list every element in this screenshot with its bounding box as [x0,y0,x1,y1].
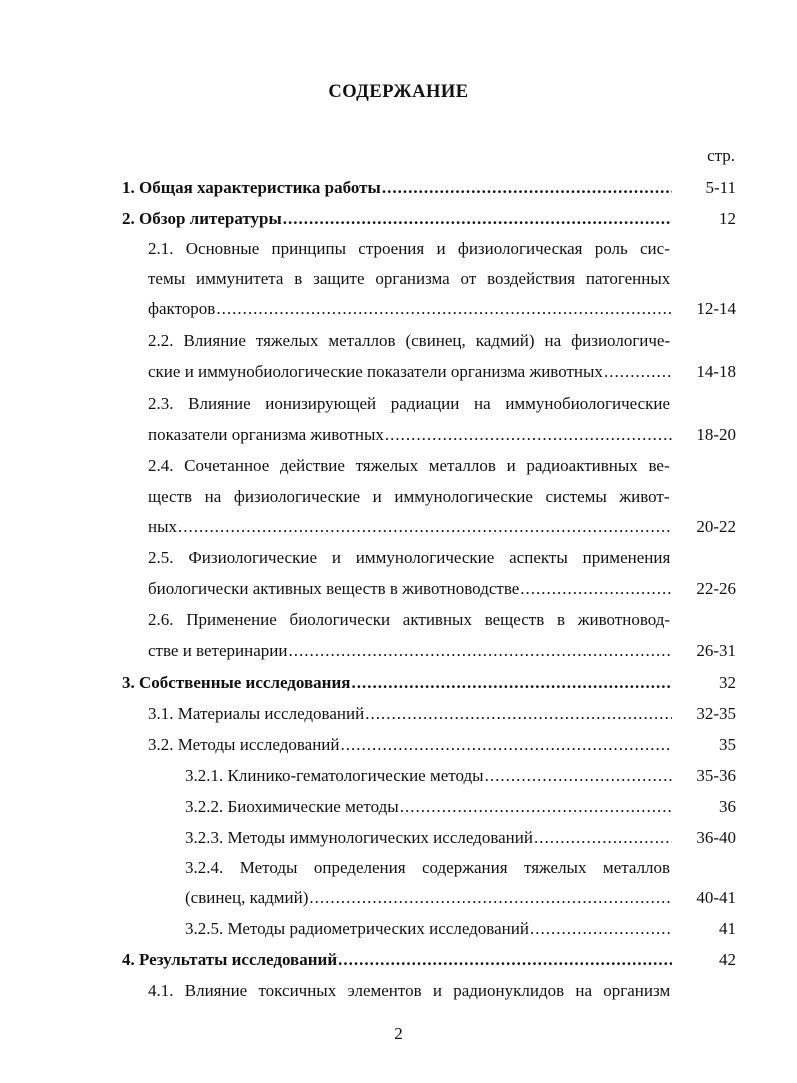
toc-entry-title: ские и иммунобиологические показатели организма животных [148,362,603,381]
toc-entry-3-2[interactable] [148,734,736,756]
toc-entry-3[interactable] [122,672,736,694]
toc-entry-page: 32-35 [696,704,736,723]
dot-leader [604,361,672,383]
toc-entry-title: ных [148,517,178,536]
toc-entry-title: стве и ветеринарии [148,641,288,660]
dot-leader [485,765,672,787]
toc-entry-title: (свинец, кадмий) [185,888,309,907]
toc-entry-title: 2. Обзор литературы [122,209,282,228]
toc-text-line: темы иммунитета в защите организма от воздействия патогенных [148,269,671,288]
toc-entry-title: 3. Собственные исследования [122,673,351,692]
toc-entry-2-4[interactable] [148,516,736,538]
toc-entry-page: 32 [719,673,736,692]
dot-leader [341,734,672,756]
toc-entry-page: 36-40 [696,828,736,847]
dot-leader [400,796,672,818]
dot-leader [382,177,672,199]
toc-entry-2-3[interactable] [148,424,736,446]
toc-entry-4[interactable] [122,949,736,971]
dot-leader [530,918,672,940]
toc-entry-title: 4. Результаты исследований [122,950,338,969]
toc-entry-title: показатели организма животных [148,425,384,444]
dot-leader [216,298,672,320]
dot-leader [351,672,672,694]
toc-entry-3-1[interactable] [148,703,736,725]
toc-entry-2-2[interactable] [148,361,736,383]
toc-text-line: 2.2. Влияние тяжелых металлов (свинец, кадмий) на физиологиче- [148,331,671,350]
dot-leader [309,887,672,909]
dot-leader [534,827,672,849]
toc-entry-page: 22-26 [696,579,736,598]
toc-entry-title: 3.2.1. Клинико-гематологические методы [185,766,484,785]
toc-entry-1[interactable] [122,177,736,199]
toc-entry-title: 3.2. Методы исследований [148,735,340,754]
toc-entry-page: 35 [719,735,736,754]
toc-entry-3-2-5[interactable] [185,918,736,940]
toc-entry-page: 18-20 [696,425,736,444]
toc-entry-page: 42 [719,950,736,969]
dot-leader [385,424,672,446]
toc-entry-2[interactable] [122,208,736,230]
dot-leader [338,949,672,971]
dot-leader [365,703,672,725]
dot-leader [283,208,672,230]
toc-entry-3-2-4[interactable] [185,887,736,909]
toc-entry-title: 3.1. Материалы исследований [148,704,365,723]
toc-text-line: 2.5. Физиологические и иммунологические аспекты применения [148,548,671,567]
toc-entry-2-6[interactable] [148,640,736,662]
toc-entry-page: 26-31 [696,641,736,660]
toc-entry-title: 3.2.2. Биохимические методы [185,797,399,816]
toc-entry-page: 40-41 [696,888,736,907]
toc-entry-page: 20-22 [696,517,736,536]
toc-text-line: 2.4. Сочетанное действие тяжелых металлов и радиоактивных ве- [148,456,670,475]
toc-entry-title: 1. Общая характеристика работы [122,178,381,197]
toc-entry-page: 35-36 [696,766,736,785]
toc-text-line: 2.3. Влияние ионизирующей радиации на иммунобиологические [148,394,671,413]
toc-text-line: 4.1. Влияние токсичных элементов и радионуклидов на организм [148,981,671,1000]
toc-entry-title: факторов [148,299,216,318]
dot-leader [520,578,672,600]
toc-entry-3-2-2[interactable] [185,796,736,818]
toc-entry-title: 3.2.5. Методы радиометрических исследований [185,919,529,938]
toc-entry-page: 41 [719,919,736,938]
dot-leader [288,640,672,662]
toc-entry-page: 12-14 [696,299,736,318]
toc-entry-3-2-3[interactable] [185,827,736,849]
page-number: 2 [394,1024,403,1043]
toc-entry-page: 5-11 [705,178,736,197]
toc-text-line: 2.1. Основные принципы строения и физиологическая роль сис- [148,239,670,258]
toc-entry-title: биологически активных веществ в животноводстве [148,579,520,598]
toc-text-line: ществ на физиологические и иммунологические системы живот- [148,487,670,506]
page-title: СОДЕРЖАНИЕ [328,82,469,102]
toc-entry-page: 12 [719,209,736,228]
toc-entry-3-2-1[interactable] [185,765,736,787]
toc-entry-title: 3.2.3. Методы иммунологических исследований [185,828,533,847]
toc-entry-2-5[interactable] [148,578,736,600]
toc-text-line: 3.2.4. Методы определения содержания тяжелых металлов [185,858,671,877]
toc-entry-2-1[interactable] [148,298,736,320]
toc-text-line: 2.6. Применение биологически активных веществ в животновод- [148,610,671,629]
toc-entry-page: 14-18 [696,362,736,381]
dot-leader [178,516,672,538]
toc-entry-page: 36 [719,797,736,816]
page-column-label: стр. [707,146,735,165]
